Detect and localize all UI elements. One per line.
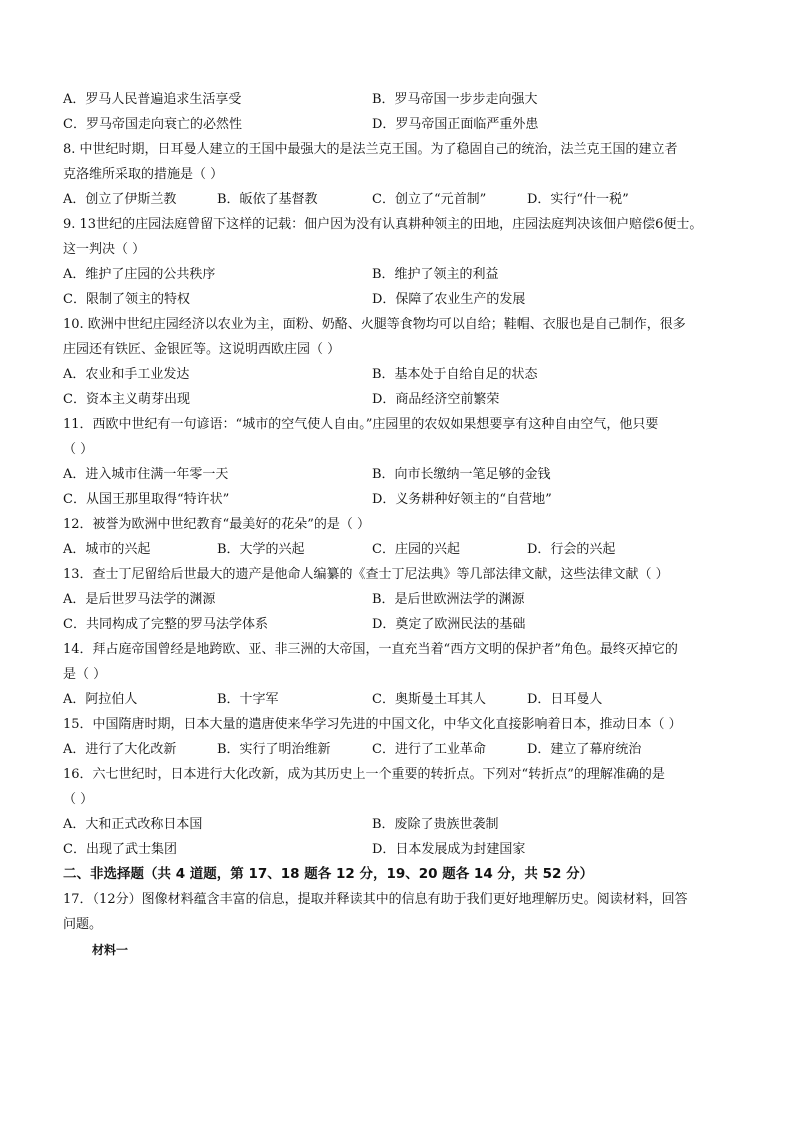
q15-option-d: D．建立了幕府统治 <box>527 742 642 757</box>
q12-option-c: C．庄园的兴起 <box>372 542 460 557</box>
q15-stem: 15．中国隋唐时期，日本大量的遣唐使来华学习先进的中国文化，中华文化直接影响着日本，推动日本（ ） <box>63 717 682 732</box>
q14-option-a: A．阿拉伯人 <box>63 692 138 707</box>
q15-option-c: C．进行了工业革命 <box>372 742 486 757</box>
q10-option-d: D．商品经济空前繁荣 <box>372 392 500 407</box>
q7-option-d: D．罗马帝国正面临严重外患 <box>372 117 539 132</box>
q9-option-d: D．保障了农业生产的发展 <box>372 292 526 307</box>
q12-stem: 12．被誉为欧洲中世纪教育“最美好的花朵”的是（ ） <box>63 517 370 532</box>
material-label: 材料一 <box>92 943 129 957</box>
q7-option-c: C．罗马帝国走向衰亡的必然性 <box>63 117 242 132</box>
section-heading: 二、非选择题（共 4 道题，第 17、18 题各 12 分，19、20 题各 14 分，共 52 分） <box>63 866 594 882</box>
q10-stem-line2: 庄园还有铁匠、金银匠等。这说明西欧庄园（ ） <box>63 342 341 357</box>
q13-option-b: B．是后世欧洲法学的渊源 <box>372 592 525 607</box>
q13-option-a: A．是后世罗马法学的渊源 <box>63 592 216 607</box>
q15-option-b: B．实行了明治维新 <box>217 742 331 757</box>
q8-stem-line1: 8. 中世纪时期，日耳曼人建立的王国中最强大的是法兰克王国。为了稳固自己的统治，法兰克王国的建立者 <box>63 142 678 157</box>
q10-option-c: C．资本主义萌芽出现 <box>63 392 190 407</box>
q11-option-d: D．义务耕种好领主的“自营地” <box>372 492 552 507</box>
q12-option-d: D．行会的兴起 <box>527 542 616 557</box>
q9-option-a: A．维护了庄园的公共秩序 <box>63 267 216 282</box>
q13-stem: 13．查士丁尼留给后世最大的遗产是他命人编纂的《查士丁尼法典》等几部法律文献，这些法律文献（ ） <box>63 567 669 582</box>
q9-option-b: B．维护了领主的利益 <box>372 267 499 282</box>
q12-option-b: B．大学的兴起 <box>217 542 305 557</box>
q16-stem-line1: 16．六七世纪时，日本进行大化改新，成为其历史上一个重要的转折点。下列对“转折点”的理解准确的是 <box>63 767 665 782</box>
q8-option-b: B．皈依了基督教 <box>217 192 318 207</box>
q8-option-a: A．创立了伊斯兰教 <box>63 192 177 207</box>
q11-stem-line1: 11．西欧中世纪有一句谚语：“城市的空气使人自由。”庄园里的农奴如果想要享有这种自由空气，他只要 <box>63 417 659 432</box>
q16-option-a: A．大和正式改称日本国 <box>63 817 203 832</box>
q16-stem-line2: （ ） <box>63 792 94 807</box>
q14-option-d: D．日耳曼人 <box>527 692 603 707</box>
q8-option-d: D．实行“什一税” <box>527 192 629 207</box>
q11-option-b: B．向市长缴纳一笔足够的金钱 <box>372 467 551 482</box>
q15-option-a: A．进行了大化改新 <box>63 742 177 757</box>
q12-option-a: A．城市的兴起 <box>63 542 151 557</box>
q17-stem-line2: 问题。 <box>63 917 103 932</box>
q13-option-c: C．共同构成了完整的罗马法学体系 <box>63 617 268 632</box>
q16-option-d: D．日本发展成为封建国家 <box>372 842 526 857</box>
q10-option-b: B．基本处于自给自足的状态 <box>372 367 538 382</box>
q7-option-a: A．罗马人民普遍追求生活享受 <box>63 92 242 107</box>
q13-option-d: D．奠定了欧洲民法的基础 <box>372 617 526 632</box>
q16-option-c: C．出现了武士集团 <box>63 842 177 857</box>
q8-option-c: C．创立了“元首制” <box>372 192 487 207</box>
q14-option-c: C．奥斯曼土耳其人 <box>372 692 486 707</box>
q9-stem-line1: 9. 13世纪的庄园法庭曾留下这样的记载：佃户因为没有认真耕种领主的田地，庄园法庭判决该佃户赔偿6便士。 <box>63 217 703 232</box>
q7-option-b: B．罗马帝国一步步走向强大 <box>372 92 538 107</box>
q11-stem-line2: （ ） <box>63 442 94 457</box>
q14-stem-line1: 14．拜占庭帝国曾经是地跨欧、亚、非三洲的大帝国，一直充当着“西方文明的保护者”角色。最终灭掉它的 <box>63 642 678 657</box>
q14-option-b: B．十字军 <box>217 692 279 707</box>
q14-stem-line2: 是（ ） <box>63 667 107 682</box>
q11-option-a: A．进入城市住满一年零一天 <box>63 467 229 482</box>
q10-option-a: A．农业和手工业发达 <box>63 367 190 382</box>
q9-stem-line2: 这一判决（ ） <box>63 242 146 257</box>
q17-stem-line1: 17．（12分）图像材料蕴含丰富的信息，提取并释读其中的信息有助于我们更好地理解历史。阅读材料，回答 <box>63 892 688 907</box>
q9-option-c: C．限制了领主的特权 <box>63 292 190 307</box>
q11-option-c: C．从国王那里取得“特许状” <box>63 492 230 507</box>
q10-stem-line1: 10. 欧洲中世纪庄园经济以农业为主，面粉、奶酪、火腿等食物均可以自给；鞋帽、衣服也是自己制作，很多 <box>63 317 686 332</box>
q8-stem-line2: 克洛维所采取的措施是（ ） <box>63 167 224 182</box>
q16-option-b: B．废除了贵族世袭制 <box>372 817 499 832</box>
